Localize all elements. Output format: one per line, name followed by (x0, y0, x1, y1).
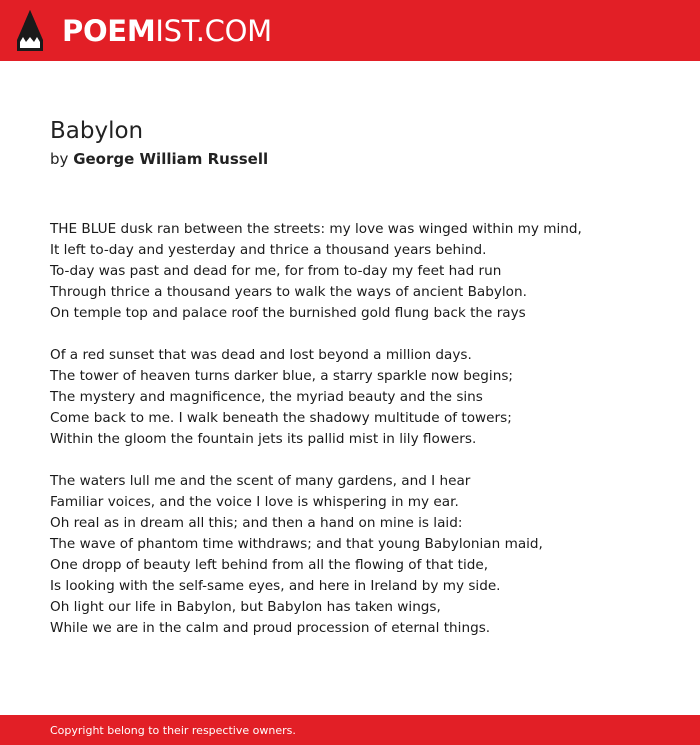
site-header (0, 0, 700, 61)
by-label: by (50, 150, 69, 168)
poem-line: The mystery and magnificence, the myriad beauty and the sins (50, 389, 488, 405)
stanza (50, 219, 670, 324)
poem-line: On temple top and palace roof the burnished gold flung back the rays (50, 305, 531, 321)
poem-line: Familiar voices, and the voice I love is whispering in my ear. (50, 494, 464, 510)
poem-line: One dropp of beauty left behind from all the flowing of that tide, (50, 557, 493, 573)
pencil-tip-icon[interactable] (17, 10, 43, 51)
poem-body (50, 219, 670, 660)
poem-title: Babylon (50, 118, 144, 144)
poem-line: The tower of heaven turns darker blue, a starry sparkle now begins; (50, 368, 518, 384)
site-logo[interactable] (62, 13, 272, 49)
copyright-text: Copyright belong to their respective owners. (50, 724, 296, 737)
poem-line: THE BLUE dusk ran between the streets: my love was winged within my mind, (50, 221, 587, 237)
author-name[interactable]: George William Russell (73, 150, 269, 168)
poem-line: Is looking with the self-same eyes, and here in Ireland by my side. (50, 578, 505, 594)
logo-bold-text: POEM (62, 14, 156, 48)
stanza (50, 471, 670, 639)
stanza (50, 345, 670, 450)
poem-line: Oh light our life in Babylon, but Babylon has taken wings, (50, 599, 446, 615)
poem-line: Come back to me. I walk beneath the shadowy multitude of towers; (50, 410, 517, 426)
site-footer (0, 715, 700, 745)
poem-line: The waters lull me and the scent of many gardens, and I hear (50, 473, 475, 489)
poem-byline (50, 149, 268, 169)
poem-line: The wave of phantom time withdraws; and that young Babylonian maid, (50, 536, 548, 552)
poem-line: Oh real as in dream all this; and then a hand on mine is laid: (50, 515, 467, 531)
poem-line: It left to-day and yesterday and thrice a thousand years behind. (50, 242, 491, 258)
poem-line: Of a red sunset that was dead and lost beyond a million days. (50, 347, 477, 363)
poem-line: While we are in the calm and proud procession of eternal things. (50, 620, 491, 636)
poem-line: Through thrice a thousand years to walk the ways of ancient Babylon. (50, 284, 532, 300)
poem-line: To-day was past and dead for me, for from to-day my feet had run (50, 263, 506, 279)
poem-line: Within the gloom the fountain jets its pallid mist in lily flowers. (50, 431, 481, 447)
logo-light-text: IST.COM (155, 14, 272, 48)
